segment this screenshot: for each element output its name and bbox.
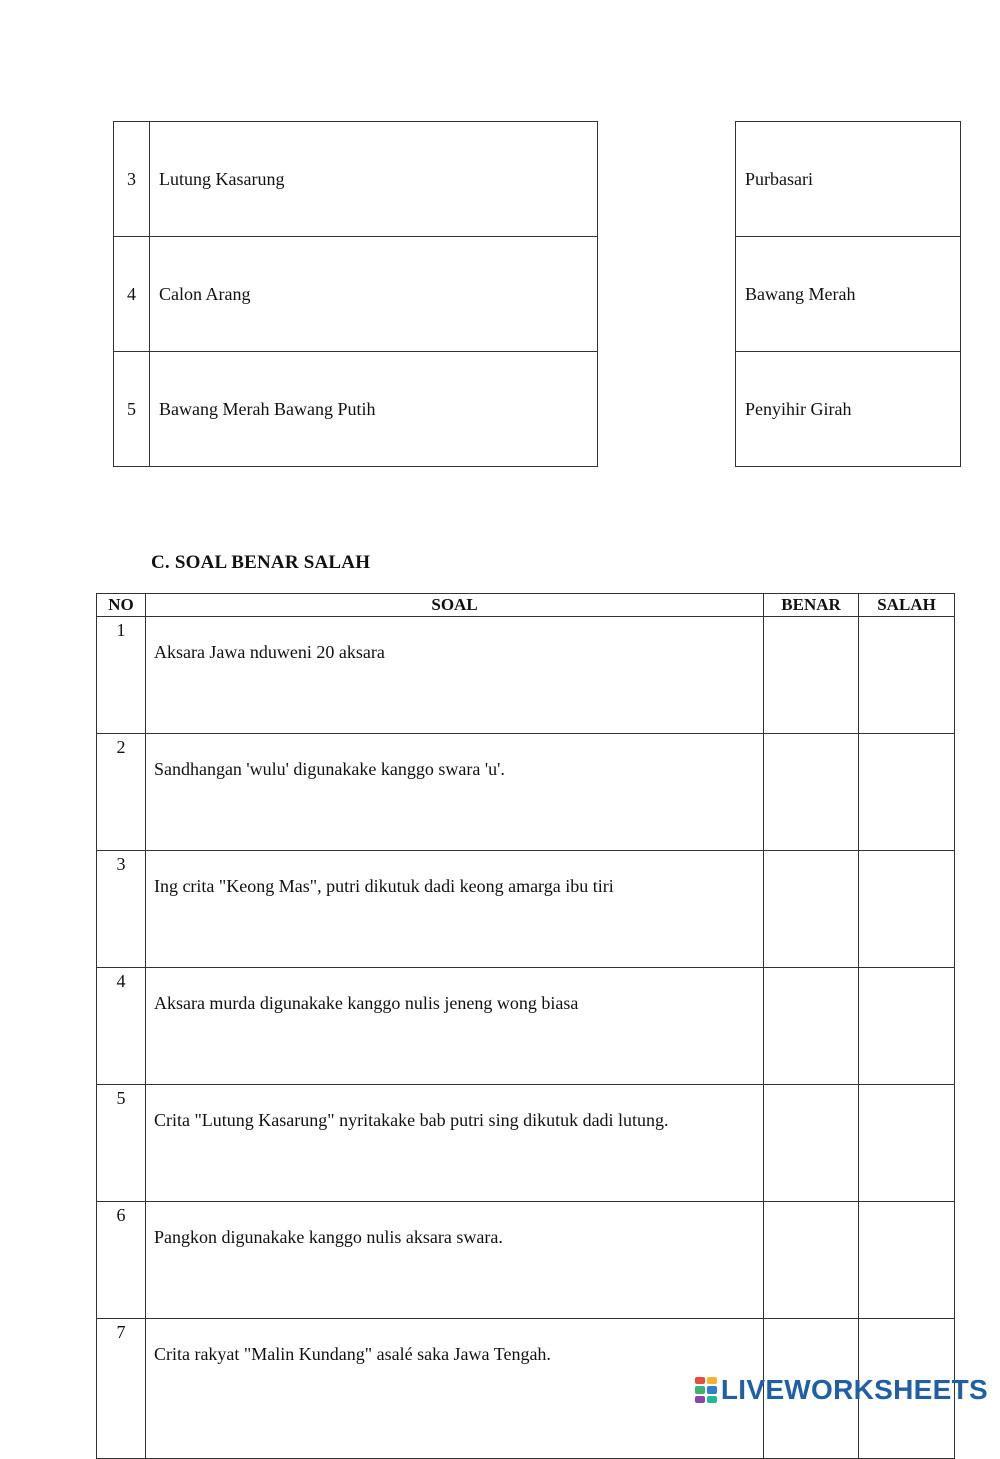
salah-answer-cell[interactable] [859,617,955,734]
story-title[interactable]: Lutung Kasarung [150,122,598,237]
logo-tile-icon [695,1377,705,1384]
row-number: 3 [114,122,150,237]
row-number: 5 [114,352,150,467]
salah-answer-cell[interactable] [859,1202,955,1319]
question-text: Aksara Jawa nduweni 20 aksara [145,617,763,734]
question-number: 1 [97,617,146,734]
matching-left-table [113,121,598,467]
logo-tile-icon [695,1396,705,1403]
table-row [114,122,598,237]
row-number: 4 [114,237,150,352]
logo-tile-icon [707,1386,717,1393]
question-text: Ing crita "Keong Mas", putri dikutuk dadi keong amarga ibu tiri [145,851,763,968]
logo-tile-icon [695,1386,705,1393]
table-row [97,1202,955,1319]
table-row [114,237,598,352]
question-text: Aksara murda digunakake kanggo nulis jeneng wong biasa [145,968,763,1085]
matching-right-table [735,121,961,467]
question-text: Crita rakyat "Malin Kundang" asalé saka Jawa Tengah. [145,1319,763,1459]
logo-tile-icon [707,1396,717,1403]
question-text: Sandhangan 'wulu' digunakake kanggo swara 'u'. [145,734,763,851]
table-row [736,352,961,467]
character-name[interactable]: Purbasari [736,122,961,237]
question-text: Crita "Lutung Kasarung" nyritakake bab putri sing dikutuk dadi lutung. [145,1085,763,1202]
question-number: 5 [97,1085,146,1202]
story-title[interactable]: Bawang Merah Bawang Putih [150,352,598,467]
benar-answer-cell[interactable] [764,617,859,734]
question-text: Pangkon digunakake kanggo nulis aksara swara. [145,1202,763,1319]
table-row [736,122,961,237]
header-benar: BENAR [764,594,859,617]
benar-answer-cell[interactable] [764,968,859,1085]
character-name[interactable]: Penyihir Girah [736,352,961,467]
salah-answer-cell[interactable] [859,851,955,968]
table-row [97,851,955,968]
liveworksheets-logo[interactable] [695,1374,988,1406]
salah-answer-cell[interactable] [859,1085,955,1202]
question-number: 4 [97,968,146,1085]
logo-mark-icon [695,1377,717,1403]
question-number: 7 [97,1319,146,1459]
header-soal: SOAL [145,594,763,617]
section-title: C. SOAL BENAR SALAH [151,552,371,573]
benar-answer-cell[interactable] [764,851,859,968]
question-number: 6 [97,1202,146,1319]
question-number: 2 [97,734,146,851]
table-row [97,968,955,1085]
table-row [97,734,955,851]
header-salah: SALAH [859,594,955,617]
table-header-row [97,594,955,617]
question-number: 3 [97,851,146,968]
benar-answer-cell[interactable] [764,1085,859,1202]
table-row [114,352,598,467]
table-row [97,617,955,734]
logo-text: LIVEWORKSHEETS [720,1374,988,1405]
benar-answer-cell[interactable] [764,1202,859,1319]
header-no: NO [97,594,146,617]
true-false-table [96,593,955,1459]
logo-tile-icon [707,1377,717,1384]
character-name[interactable]: Bawang Merah [736,237,961,352]
salah-answer-cell[interactable] [859,968,955,1085]
story-title[interactable]: Calon Arang [150,237,598,352]
table-row [736,237,961,352]
salah-answer-cell[interactable] [859,734,955,851]
benar-answer-cell[interactable] [764,734,859,851]
table-row [97,1085,955,1202]
